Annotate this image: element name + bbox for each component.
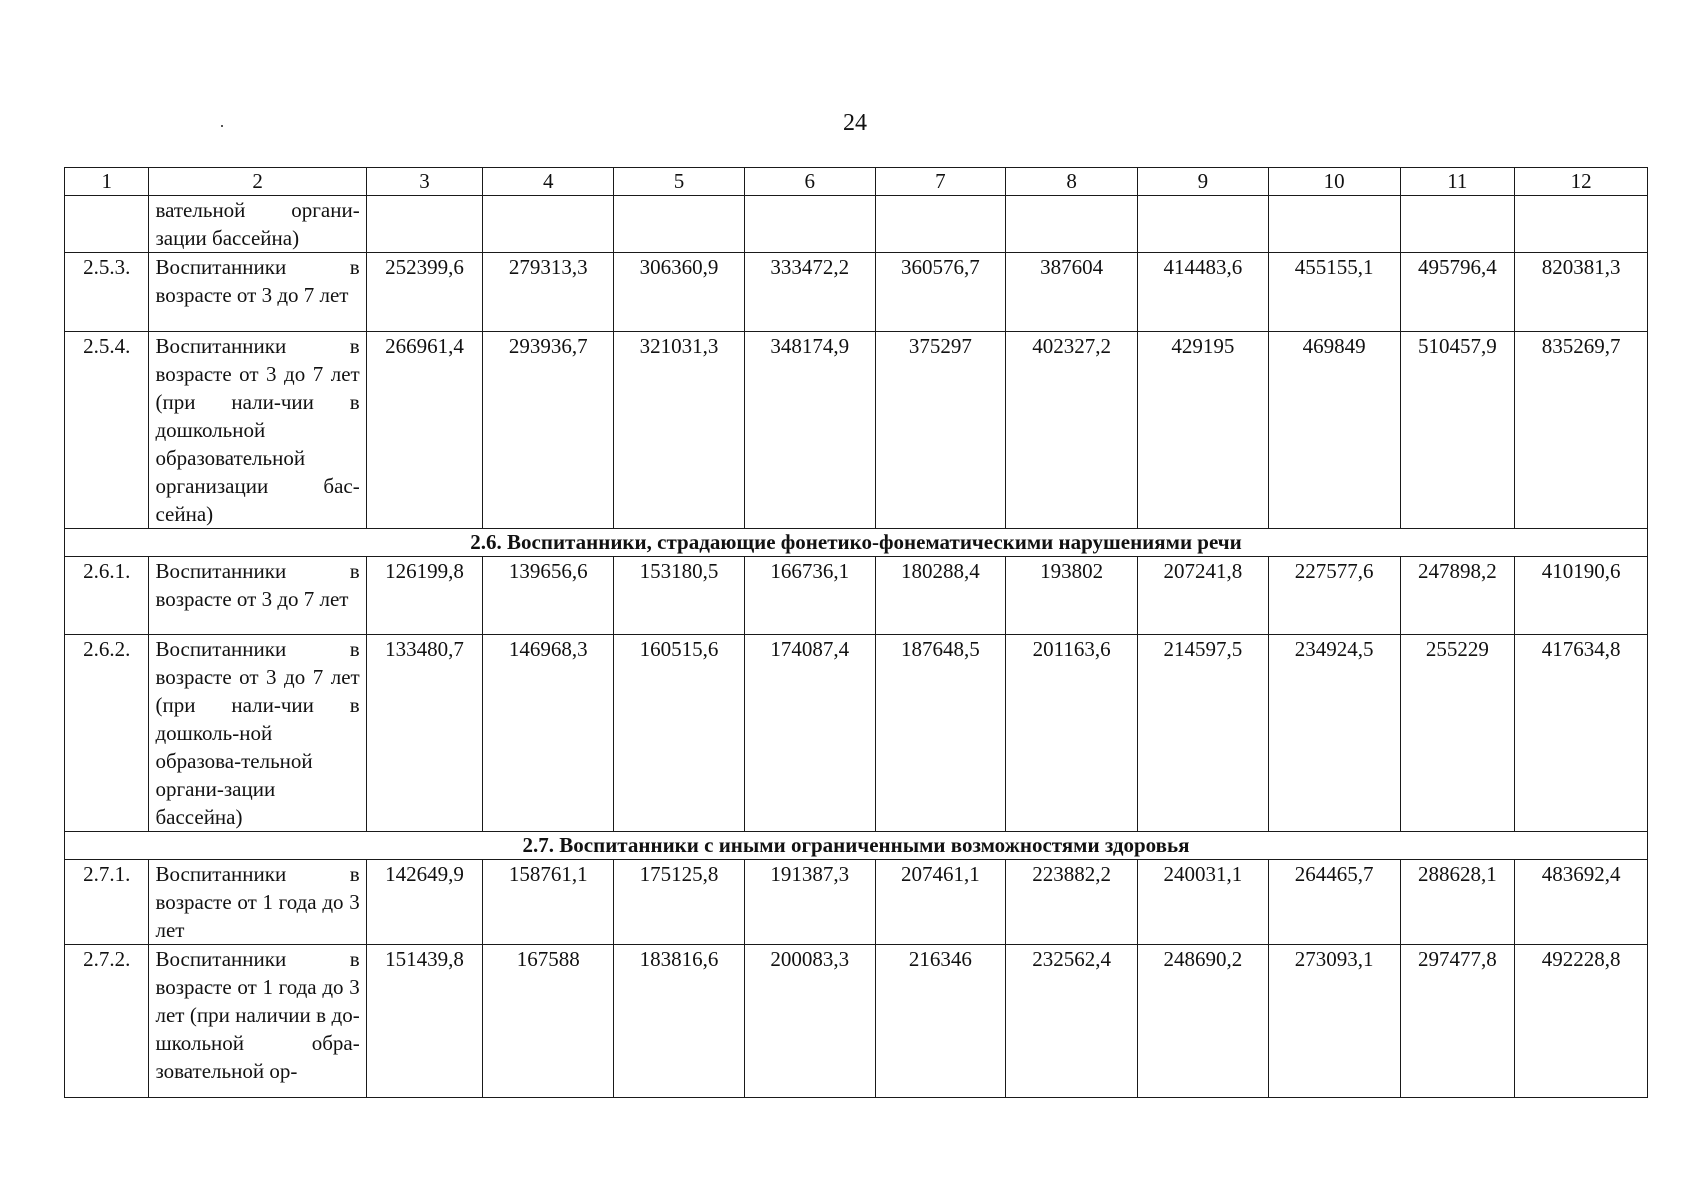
value-cell-col-8: 223882,2 (1006, 860, 1138, 945)
value-cell-col-5: 175125,8 (614, 860, 745, 945)
value-cell-col-10: 264465,7 (1268, 860, 1400, 945)
value-cell-col-9: 214597,5 (1138, 635, 1269, 832)
value-cell-col-12 (1515, 196, 1648, 253)
value-cell-col-8: 387604 (1006, 253, 1138, 332)
value-cell-col-9: 207241,8 (1138, 557, 1269, 635)
value-cell-col-6: 191387,3 (744, 860, 875, 945)
value-cell-col-3: 151439,8 (366, 945, 483, 1098)
table-row (65, 945, 1648, 1098)
value-cell-col-6: 174087,4 (744, 635, 875, 832)
column-number-5: 5 (614, 168, 745, 196)
value-cell-col-7: 216346 (875, 945, 1006, 1098)
value-cell-col-9 (1138, 196, 1269, 253)
value-cell-col-5: 306360,9 (614, 253, 745, 332)
row-code: 2.7.2. (65, 945, 149, 1098)
table-row (65, 196, 1648, 253)
row-code: 2.6.1. (65, 557, 149, 635)
column-number-row (65, 168, 1648, 196)
column-number-9: 9 (1138, 168, 1269, 196)
value-cell-col-12: 417634,8 (1515, 635, 1648, 832)
value-cell-col-3: 142649,9 (366, 860, 483, 945)
value-cell-col-6: 200083,3 (744, 945, 875, 1098)
value-cell-col-6: 348174,9 (744, 332, 875, 529)
column-number-4: 4 (483, 168, 614, 196)
column-number-12: 12 (1515, 168, 1648, 196)
value-cell-col-11: 288628,1 (1400, 860, 1515, 945)
value-cell-col-12: 483692,4 (1515, 860, 1648, 945)
value-cell-col-3: 126199,8 (366, 557, 483, 635)
table-body (65, 168, 1648, 1098)
column-number-8: 8 (1006, 168, 1138, 196)
column-number-2: 2 (149, 168, 366, 196)
column-number-1: 1 (65, 168, 149, 196)
value-cell-col-10: 234924,5 (1268, 635, 1400, 832)
value-cell-col-3: 133480,7 (366, 635, 483, 832)
value-cell-col-4: 139656,6 (483, 557, 614, 635)
column-number-7: 7 (875, 168, 1006, 196)
value-cell-col-11: 247898,2 (1400, 557, 1515, 635)
section-row (65, 832, 1648, 860)
value-cell-col-3: 266961,4 (366, 332, 483, 529)
value-cell-col-8: 402327,2 (1006, 332, 1138, 529)
value-cell-col-11: 297477,8 (1400, 945, 1515, 1098)
value-cell-col-4: 158761,1 (483, 860, 614, 945)
value-cell-col-11: 495796,4 (1400, 253, 1515, 332)
row-code: 2.6.2. (65, 635, 149, 832)
value-cell-col-9: 248690,2 (1138, 945, 1269, 1098)
row-description: Воспитанники в возрасте от 3 до 7 лет (при нали-чии в дошколь-ной образова-тельной органи-зации бассейна) (149, 635, 366, 832)
table-row (65, 635, 1648, 832)
value-cell-col-7: 180288,4 (875, 557, 1006, 635)
value-cell-col-7: 187648,5 (875, 635, 1006, 832)
scan-speck (221, 125, 223, 127)
row-code: 2.5.4. (65, 332, 149, 529)
table-row (65, 557, 1648, 635)
value-cell-col-6 (744, 196, 875, 253)
value-cell-col-10: 273093,1 (1268, 945, 1400, 1098)
value-cell-col-4: 293936,7 (483, 332, 614, 529)
page-number: 24 (843, 110, 867, 136)
column-number-10: 10 (1268, 168, 1400, 196)
row-description: Воспитанники в возрасте от 3 до 7 лет (149, 557, 366, 635)
section-heading: 2.7. Воспитанники с иными ограниченными возможностями здоровья (65, 832, 1648, 860)
value-cell-col-3: 252399,6 (366, 253, 483, 332)
value-cell-col-4: 167588 (483, 945, 614, 1098)
row-description: Воспитанники в возрасте от 3 до 7 лет (149, 253, 366, 332)
value-cell-col-7: 360576,7 (875, 253, 1006, 332)
value-cell-col-8: 193802 (1006, 557, 1138, 635)
table-row (65, 860, 1648, 945)
value-cell-col-12: 820381,3 (1515, 253, 1648, 332)
row-code: 2.7.1. (65, 860, 149, 945)
value-cell-col-6: 166736,1 (744, 557, 875, 635)
value-cell-col-3 (366, 196, 483, 253)
value-cell-col-5: 321031,3 (614, 332, 745, 529)
value-cell-col-8 (1006, 196, 1138, 253)
value-cell-col-7: 375297 (875, 332, 1006, 529)
value-cell-col-4: 279313,3 (483, 253, 614, 332)
section-row (65, 529, 1648, 557)
value-cell-col-11: 255229 (1400, 635, 1515, 832)
value-cell-col-12: 492228,8 (1515, 945, 1648, 1098)
row-code (65, 196, 149, 253)
tariff-table (64, 167, 1648, 1098)
row-description: Воспитанники в возрасте от 1 года до 3 лет (при наличии в до-школьной обра-зовательной ор- (149, 945, 366, 1098)
table-row (65, 253, 1648, 332)
value-cell-col-4 (483, 196, 614, 253)
value-cell-col-11: 510457,9 (1400, 332, 1515, 529)
value-cell-col-8: 201163,6 (1006, 635, 1138, 832)
column-number-6: 6 (744, 168, 875, 196)
row-description: вательной органи-зации бассейна) (149, 196, 366, 253)
section-heading: 2.6. Воспитанники, страдающие фонетико-фонематическими нарушениями речи (65, 529, 1648, 557)
value-cell-col-12: 410190,6 (1515, 557, 1648, 635)
value-cell-col-11 (1400, 196, 1515, 253)
value-cell-col-4: 146968,3 (483, 635, 614, 832)
value-cell-col-9: 429195 (1138, 332, 1269, 529)
value-cell-col-10 (1268, 196, 1400, 253)
value-cell-col-9: 414483,6 (1138, 253, 1269, 332)
value-cell-col-7: 207461,1 (875, 860, 1006, 945)
value-cell-col-9: 240031,1 (1138, 860, 1269, 945)
row-description: Воспитанники в возрасте от 1 года до 3 лет (149, 860, 366, 945)
value-cell-col-5: 183816,6 (614, 945, 745, 1098)
value-cell-col-10: 469849 (1268, 332, 1400, 529)
value-cell-col-10: 455155,1 (1268, 253, 1400, 332)
column-number-11: 11 (1400, 168, 1515, 196)
row-description: Воспитанники в возрасте от 3 до 7 лет (при нали-чии в дошкольной образовательной организации бас-сейна) (149, 332, 366, 529)
value-cell-col-7 (875, 196, 1006, 253)
value-cell-col-6: 333472,2 (744, 253, 875, 332)
table-row (65, 332, 1648, 529)
row-code: 2.5.3. (65, 253, 149, 332)
value-cell-col-5: 153180,5 (614, 557, 745, 635)
column-number-3: 3 (366, 168, 483, 196)
value-cell-col-8: 232562,4 (1006, 945, 1138, 1098)
value-cell-col-12: 835269,7 (1515, 332, 1648, 529)
value-cell-col-5: 160515,6 (614, 635, 745, 832)
value-cell-col-5 (614, 196, 745, 253)
value-cell-col-10: 227577,6 (1268, 557, 1400, 635)
